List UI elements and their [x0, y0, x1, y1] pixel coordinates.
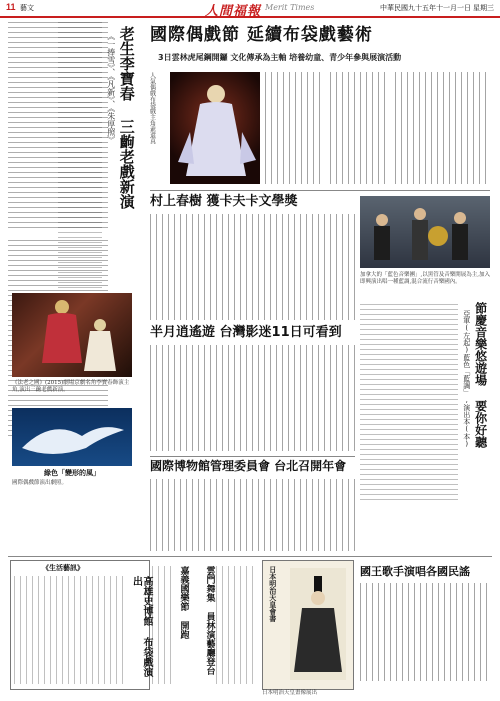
film-headline: 半月逍遙遊 台灣影迷11日可看到 — [150, 325, 342, 340]
page-header — [0, 0, 500, 18]
body-text — [330, 72, 390, 184]
bottom-left-headline: 高雄史博館 布袋戲演出 — [130, 576, 152, 677]
bird-puppet-image — [12, 408, 132, 466]
body-text — [14, 576, 124, 684]
opera-photo-caption: 《法老之國》(2015)劇場京劇名角李寶春飾演主角,演出三齣老戲新演。 — [12, 380, 130, 393]
lead-headline: 國際偶戲節 延續布袋戲藝術 — [150, 25, 373, 45]
issue-date: 中華民國九十五年十一月一日 星期三 — [380, 5, 494, 12]
lead-photo-caption: 人氣偶戲布袋戲主角素還真 — [148, 72, 156, 144]
body-text — [360, 583, 490, 681]
lead-photo — [170, 72, 260, 184]
cloud-gate-headline: 雲門舞集 員林演藝廳登台 — [204, 566, 215, 675]
museum-headline: 國際博物館管理委員會 台北召開年會 — [150, 459, 347, 473]
emperor-figure-image — [290, 568, 346, 680]
emperor-scroll-image — [290, 568, 346, 680]
masthead-english: Merit Times — [265, 3, 315, 12]
festival-subhead: 亞軍(左起)藍色「藍調」,演出本(本) — [462, 310, 471, 448]
puppet-wind-photo — [12, 408, 132, 466]
opera-figures-image — [12, 293, 132, 377]
puppet-photo-caption: 國際偶戲節演出劇照。 — [12, 480, 68, 486]
band-musicians-image — [360, 196, 490, 268]
story-left-headline: 老生李寶春 三齣老戲新演 — [117, 26, 136, 209]
story-left-subhead: 《一捧雪》、《凡新》、《朱厚照》 — [106, 32, 116, 144]
body-text — [150, 214, 355, 320]
lead-subhead: 3日雲林虎尾鋼開鑼 文化傳承為主軸 培養幼童、青少年參與展演活動 — [158, 53, 402, 62]
life-arts-label: 《生活藝訊》 — [42, 564, 84, 572]
puppet-costume-image — [170, 72, 260, 184]
opera-photo — [12, 293, 132, 377]
scroll-painting-title: 日本明治天皇會書 — [268, 566, 277, 622]
masthead-logo: 人間福報 — [205, 4, 262, 19]
body-text — [58, 22, 102, 292]
murakami-headline: 村上春樹 獲卡夫卡文學獎 — [150, 194, 298, 209]
divider — [150, 456, 355, 457]
puppet-wind-label: 綠色「變形的風」 — [44, 469, 100, 477]
page-number: 11 — [6, 2, 16, 12]
band-photo-caption: 加拿大的「藍色音樂團」,以黑管及音樂開展為主,加入即興演出唱一種藍調,混合流行音樂國內。 — [360, 272, 490, 285]
body-text — [150, 479, 355, 551]
chiayi-music-headline: 嘉義國樂節 開跑 — [178, 566, 189, 639]
body-text — [152, 566, 174, 684]
body-text — [265, 72, 325, 184]
divider — [150, 190, 490, 191]
body-text — [150, 345, 355, 451]
divider — [8, 556, 492, 557]
body-text — [360, 304, 458, 504]
body-text — [395, 72, 490, 184]
body-text — [216, 566, 256, 684]
scroll-side-caption: 日本明治天皇畫像展出 — [262, 690, 318, 696]
folk-headline: 國王歌手演唱各國民謠 — [360, 565, 470, 578]
festival-headline: 節慶音樂悠遊場 要你好聽 — [473, 302, 488, 448]
band-photo — [360, 196, 490, 268]
section-name: 藝文 — [20, 5, 34, 12]
